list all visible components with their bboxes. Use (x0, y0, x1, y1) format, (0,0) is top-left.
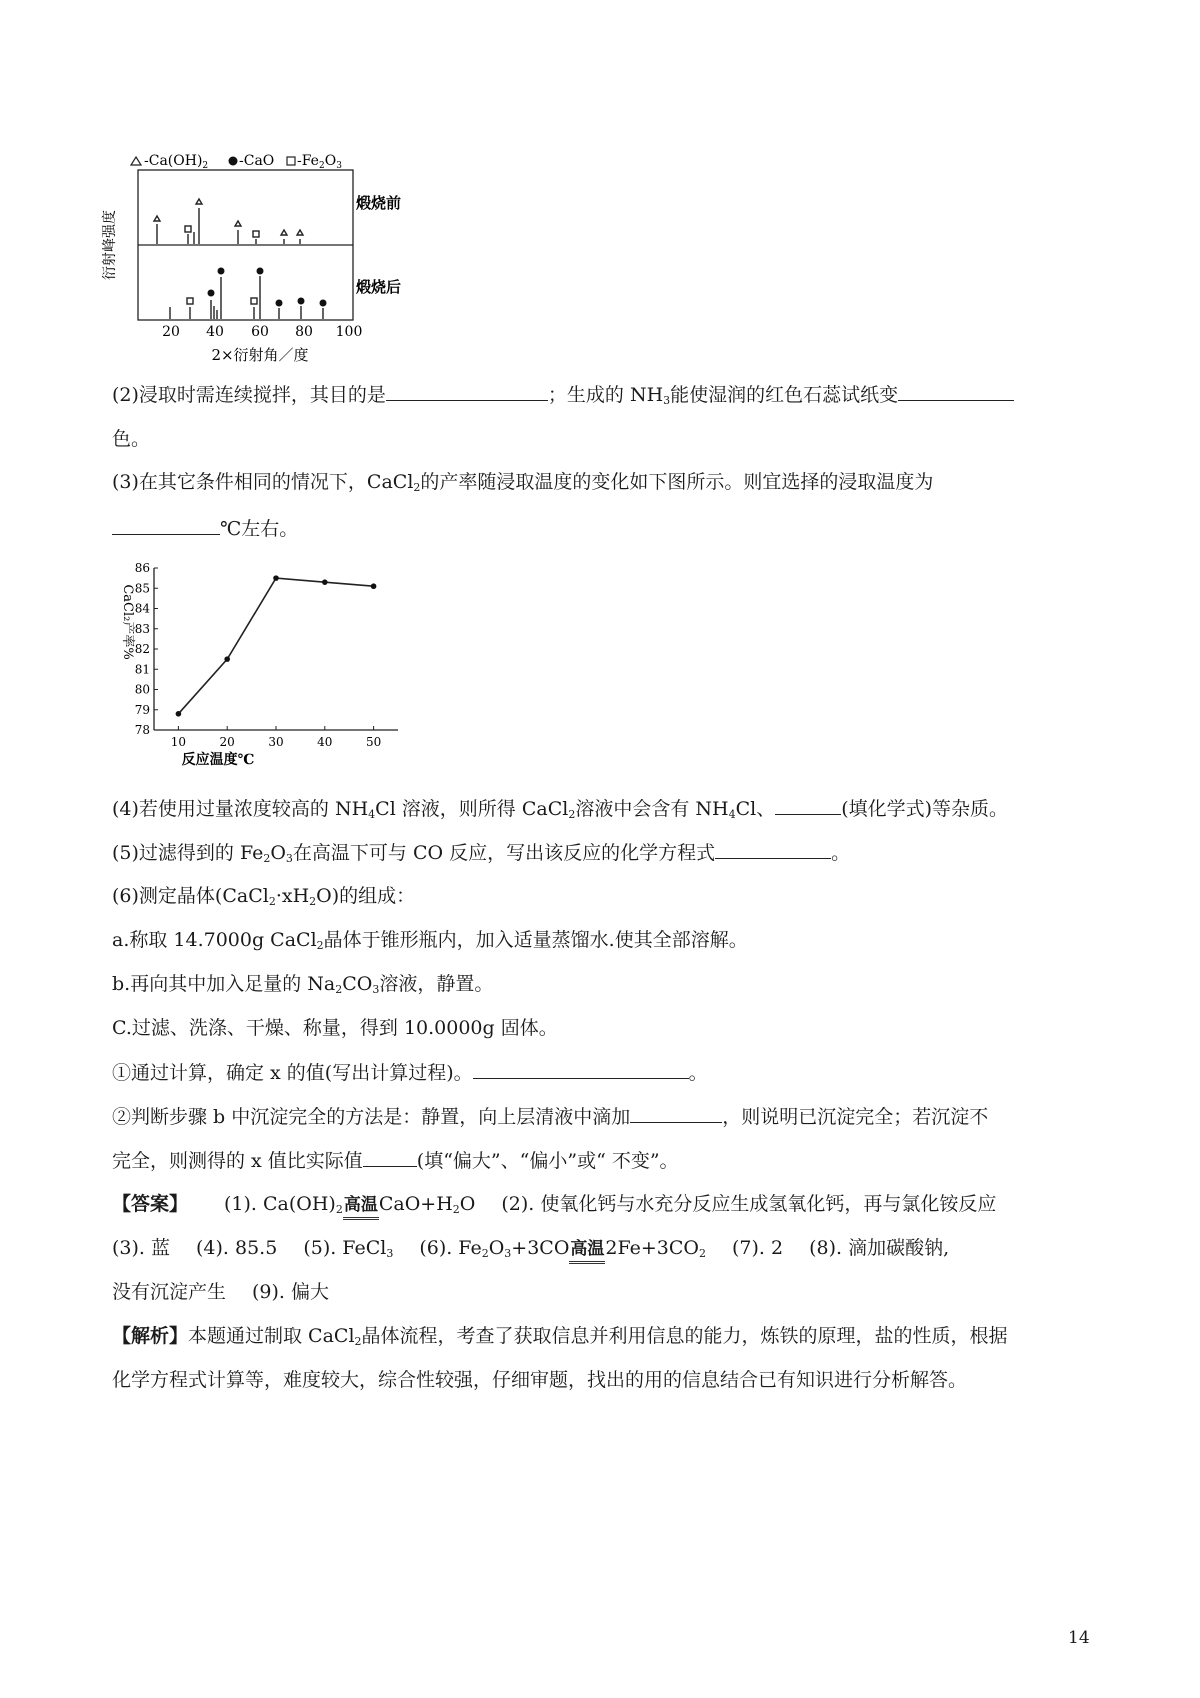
chart-y-tick-label: 85 (134, 581, 150, 596)
answer-blank[interactable] (775, 796, 841, 815)
chart-x-tick-label: 10 (170, 735, 187, 749)
answer-blank[interactable] (473, 1060, 689, 1079)
top-panel-label: 煅烧前 (356, 194, 402, 212)
top-peaks (154, 199, 303, 244)
answer-line-1: 【答案】 (1). $Ca(OH)_2$高温$CaO+H_2O$ (2). 使氧化钙与水充分反应生成氢氧化钙，再与氯化铵反应 (112, 1193, 997, 1216)
chart-x-tick-label: 20 (219, 735, 235, 749)
question-6-step-b: b.再向其中加入足量的 $Na_2CO_3$溶液，静置。 (112, 973, 494, 996)
answer-line-2: (3). 蓝 (4). 85.5 (5). FeCl$_3$ (6). $Fe_2O_3+3CO$高温$2Fe+3CO_2$ (7). 2 (8). 滴加碳酸钠, (112, 1237, 950, 1260)
x-tick-labels (162, 324, 362, 340)
xrd-figure (102, 150, 420, 375)
answer-blank[interactable] (363, 1148, 417, 1167)
legend (131, 153, 342, 171)
analysis-label: 【解析】 (112, 1325, 189, 1347)
answer-label: 【答案】 (112, 1193, 189, 1215)
question-5: (5)过滤得到的 $Fe_2O_3$在高温下可与 CO 反应，写出该反应的化学方程式 。 (112, 842, 851, 865)
chart-y-tick-label: 82 (134, 642, 150, 656)
legend-square-icon (287, 157, 295, 165)
chart-y-tick-label: 78 (134, 723, 150, 737)
question-2-line-1: (2)浸取时需连续搅拌，其目的是 ；生成的 $NH_3$能使湿润的红色石蕊试纸变 (112, 382, 1014, 407)
answer-line-3: 没有沉淀产生 (9). 偏大 (112, 1281, 330, 1303)
analysis-line-2: 化学方程式计算等，难度较大，综合性较强，仔细审题，找出的用的信息结合已有知识进行分析解答。 (112, 1369, 968, 1391)
reaction-condition: 高温 (570, 1239, 605, 1259)
answer-blank[interactable] (630, 1104, 722, 1123)
chart-x-tick-label: 50 (365, 735, 382, 749)
chart-y-tick-label: 83 (134, 621, 150, 636)
question-3-line-1: (3)在其它条件相同的情况下，CaCl$_2$的产率随浸取温度的变化如下图所示。则宜选择的浸取温度为 (112, 471, 934, 494)
legend-dot-icon (229, 157, 238, 166)
reaction-condition: 高温 (343, 1195, 378, 1215)
svg-text:-CaO: -CaO (239, 153, 275, 169)
question-6-step-c: C.过滤、洗涤、干燥、称量，得到 10.0000g 固体。 (112, 1017, 558, 1039)
chart-x-tick-label: 30 (268, 735, 284, 749)
question-6-step-a: a.称取 14.7000g CaCl$_2$晶体于锥形瓶内，加入适量蒸馏水.使其全部溶解。 (112, 929, 748, 952)
chart-series (176, 575, 377, 716)
question-6-sub-1: ①通过计算，确定 x 的值(写出计算过程)。 。 (112, 1062, 708, 1084)
y-axis-label: 衍射峰强度 (102, 210, 118, 280)
chart-data-point (371, 583, 377, 589)
question-6-sub-2-line-2: 完全，则测得的 x 值比实际值 (填“偏大”、“偏小”或“ 不变”。 (112, 1150, 679, 1172)
chart-x-axis-label: 反应温度℃ (181, 752, 255, 768)
svg-text:20: 20 (162, 324, 180, 340)
legend-triangle-icon (131, 157, 141, 165)
chart-data-point (322, 579, 328, 585)
chart-y-tick-label: 81 (134, 662, 150, 677)
chart-data-point (224, 656, 230, 662)
question-2-line-2: 色。 (112, 428, 151, 450)
svg-text:40: 40 (206, 324, 224, 340)
question-3-line-2: ℃左右。 (112, 516, 298, 541)
answer-blank[interactable] (715, 840, 831, 859)
chart-series-line (178, 578, 373, 714)
analysis-line-1: 【解析】本题通过制取 CaCl$_2$晶体流程，考查了获取信息并利用信息的能力，炼铁的原理，盐的性质，根据 (112, 1325, 1008, 1348)
bottom-panel-label: 煅烧后 (356, 278, 402, 296)
chart-y-tick-label: 80 (134, 682, 150, 697)
chart-y-axis-label: CaCl₂产率% (120, 584, 135, 660)
question-4: (4)若使用过量浓度较高的 $NH_4Cl$ 溶液，则所得 CaCl$_2$溶液中会含有 $NH_4Cl$、 (填化学式)等杂质。 (112, 798, 1009, 821)
chart-axes (154, 568, 398, 730)
answer-blank[interactable] (112, 516, 220, 535)
svg-text:100: 100 (335, 324, 363, 340)
svg-text:80: 80 (295, 324, 313, 340)
chart-data-point (273, 575, 279, 581)
chart-y-tick-label: 79 (134, 702, 150, 717)
svg-text:-Ca(OH)2: $-Ca(OH)_2$ (144, 153, 209, 171)
chart-x-tick-label: 40 (317, 735, 333, 749)
x-axis-label: 2×衍射角／度 (211, 346, 309, 364)
yield-chart (108, 558, 408, 778)
chart-data-point (176, 711, 182, 717)
question-6-title: (6)测定晶体$(CaCl_2\cdot xH_2O)$的组成： (112, 885, 416, 908)
answer-blank[interactable] (898, 382, 1014, 401)
question-6-sub-2-line-1: ②判断步骤 b 中沉淀完全的方法是：静置，向上层清液中滴加 ，则说明已沉淀完全；若沉淀不 (112, 1106, 989, 1128)
chart-y-tick-label: 86 (134, 561, 150, 575)
page-number: 14 (1068, 1628, 1090, 1648)
chart-y-tick-label: 84 (134, 601, 150, 616)
answer-blank[interactable] (386, 382, 548, 401)
svg-text:60: 60 (251, 324, 269, 340)
bottom-peaks (170, 268, 327, 320)
svg-text:-Fe2O3: $-Fe_2O_3$ (297, 153, 342, 171)
